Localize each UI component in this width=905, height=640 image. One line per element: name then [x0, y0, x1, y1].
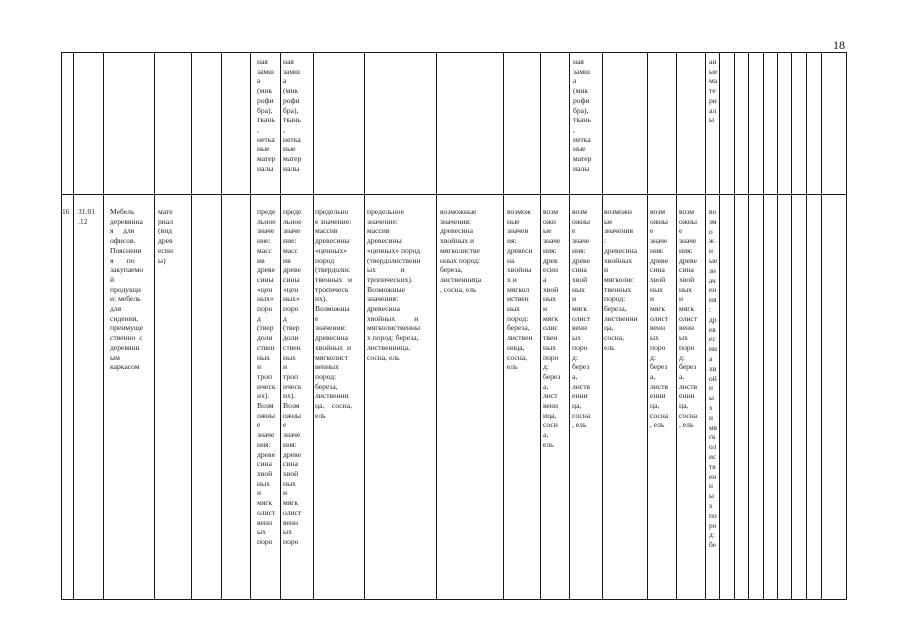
table-rule	[313, 52, 314, 600]
table-cell: предельное значение: массив древесины «ценных» пород (твердолиственн ых и тропических). Возможные значения: древесина хвойных и мягколиственны х пород: береза, лиственница, сосна, ель	[367, 207, 421, 362]
table-cell: во зм о ж н ые зн ач ен ия : др ев ес ин а хв ой н ы х и мя гк ол ис тв ен н ы х по ро д: бе	[709, 207, 718, 550]
table-cell: ная замш а (мик рофи бра), ткань , нетка ные матер иалы	[573, 57, 592, 173]
table-rule	[791, 52, 792, 600]
table-rule	[748, 52, 749, 600]
table-cell: возм ожны е значе ния: древе сина хвой ных и мягк олист венн ых поро д: берез а, листв енни ца, сосна , ель	[572, 207, 591, 430]
page-number: 18	[833, 38, 845, 52]
table-cell: преде льное значе ние: масс ив древе сины «цен ных» поро д (твер доли ствен ных и троп ическ их). Возм ожны е значе ния: древе сина хвой ных и мягк олист венн ых поро	[283, 207, 302, 546]
table-rule	[540, 52, 541, 600]
table-rule	[821, 52, 822, 600]
table-rule	[364, 52, 365, 600]
table-rule	[777, 52, 778, 600]
table-rule	[280, 52, 281, 600]
table-cell: возможн ые значения : древесина хвойных и мягколис твенных пород: береза, лиственни ца, сосна, ель	[604, 207, 638, 352]
table-rule	[221, 52, 222, 600]
table-cell: возмож ные значен ия: древеси на хвойны х и мягкол иствен ных пород: береза, листвен ница, сосна, ель	[507, 207, 533, 372]
table-rule	[602, 52, 603, 600]
product-description: Мебель деревянна я для офисов. Пояснени я по закупаемо й продукци и: мебель для сидения, преимуще ственно с деревянн ым каркасом	[110, 207, 144, 372]
table-rule	[436, 52, 437, 600]
table-rule	[154, 52, 155, 600]
table-rule	[705, 52, 706, 600]
table-rule	[73, 52, 74, 600]
table-rule	[103, 52, 104, 600]
table-rule	[763, 52, 764, 600]
table-cell: возм ожны е значе ния: древе сина хвой ных и мягк олист венн ых поро д: берез а, листв енни ца, сосна , ель	[679, 207, 698, 430]
table-cell: преде льное значе ние: масс ив древе сины «цен ных» поро д (твер доли ствен ных и троп ическ их). Возм ожны е значе ния: древе сина хвой ных и мягк олист венн ых поро	[257, 207, 276, 546]
table-rule	[61, 52, 62, 600]
table-cell: ная замш а (мик рофи бра), ткань , нетка ные матер иалы	[283, 57, 302, 173]
table-rule	[191, 52, 192, 600]
table-rule	[61, 52, 847, 53]
table-rule	[647, 52, 648, 600]
table-cell: ан ые ма те ри ал ы	[709, 57, 718, 125]
table-rule	[806, 52, 807, 600]
table-cell: предельно е значение: массив древесины «ценных» пород (твердолис твенных и тропическ их). Возможны е значения: древесина хвойных и мягколист венных пород: березa, лиственни ца, сосна, ель	[315, 207, 353, 420]
table-cell: возм ожны е значе ния: древе сина хвой ных и мягк олист венн ых поро д: берез а, листв енни ца, сосна , ель	[650, 207, 669, 430]
table-cell: возм ожн ые значе ния: древ есин а хвой ных и мягк олис твен ных поро д: берез а, лист венн ица, сосн а, ель	[543, 207, 561, 449]
table-rule	[250, 52, 251, 600]
row-date: 31.01 .12	[78, 207, 96, 226]
table-rule	[503, 52, 504, 600]
table-rule	[719, 52, 720, 600]
table-rule	[61, 599, 847, 600]
table-cell: ная замш а (мик рофи бра), ткань , нетка ные матер иалы	[257, 57, 276, 173]
material-label: мате риал (вид древ есин ы)	[158, 207, 174, 265]
table-cell: возможные значения: древесина хвойных и мягколистве нных пород: береза, лиственница , сосна, ель	[440, 207, 482, 294]
table-rule	[569, 52, 570, 600]
row-number: 16	[62, 207, 70, 216]
table-rule	[676, 52, 677, 600]
table-rule	[61, 194, 847, 195]
table-rule	[846, 52, 847, 600]
document-table	[61, 52, 847, 600]
table-rule	[734, 52, 735, 600]
